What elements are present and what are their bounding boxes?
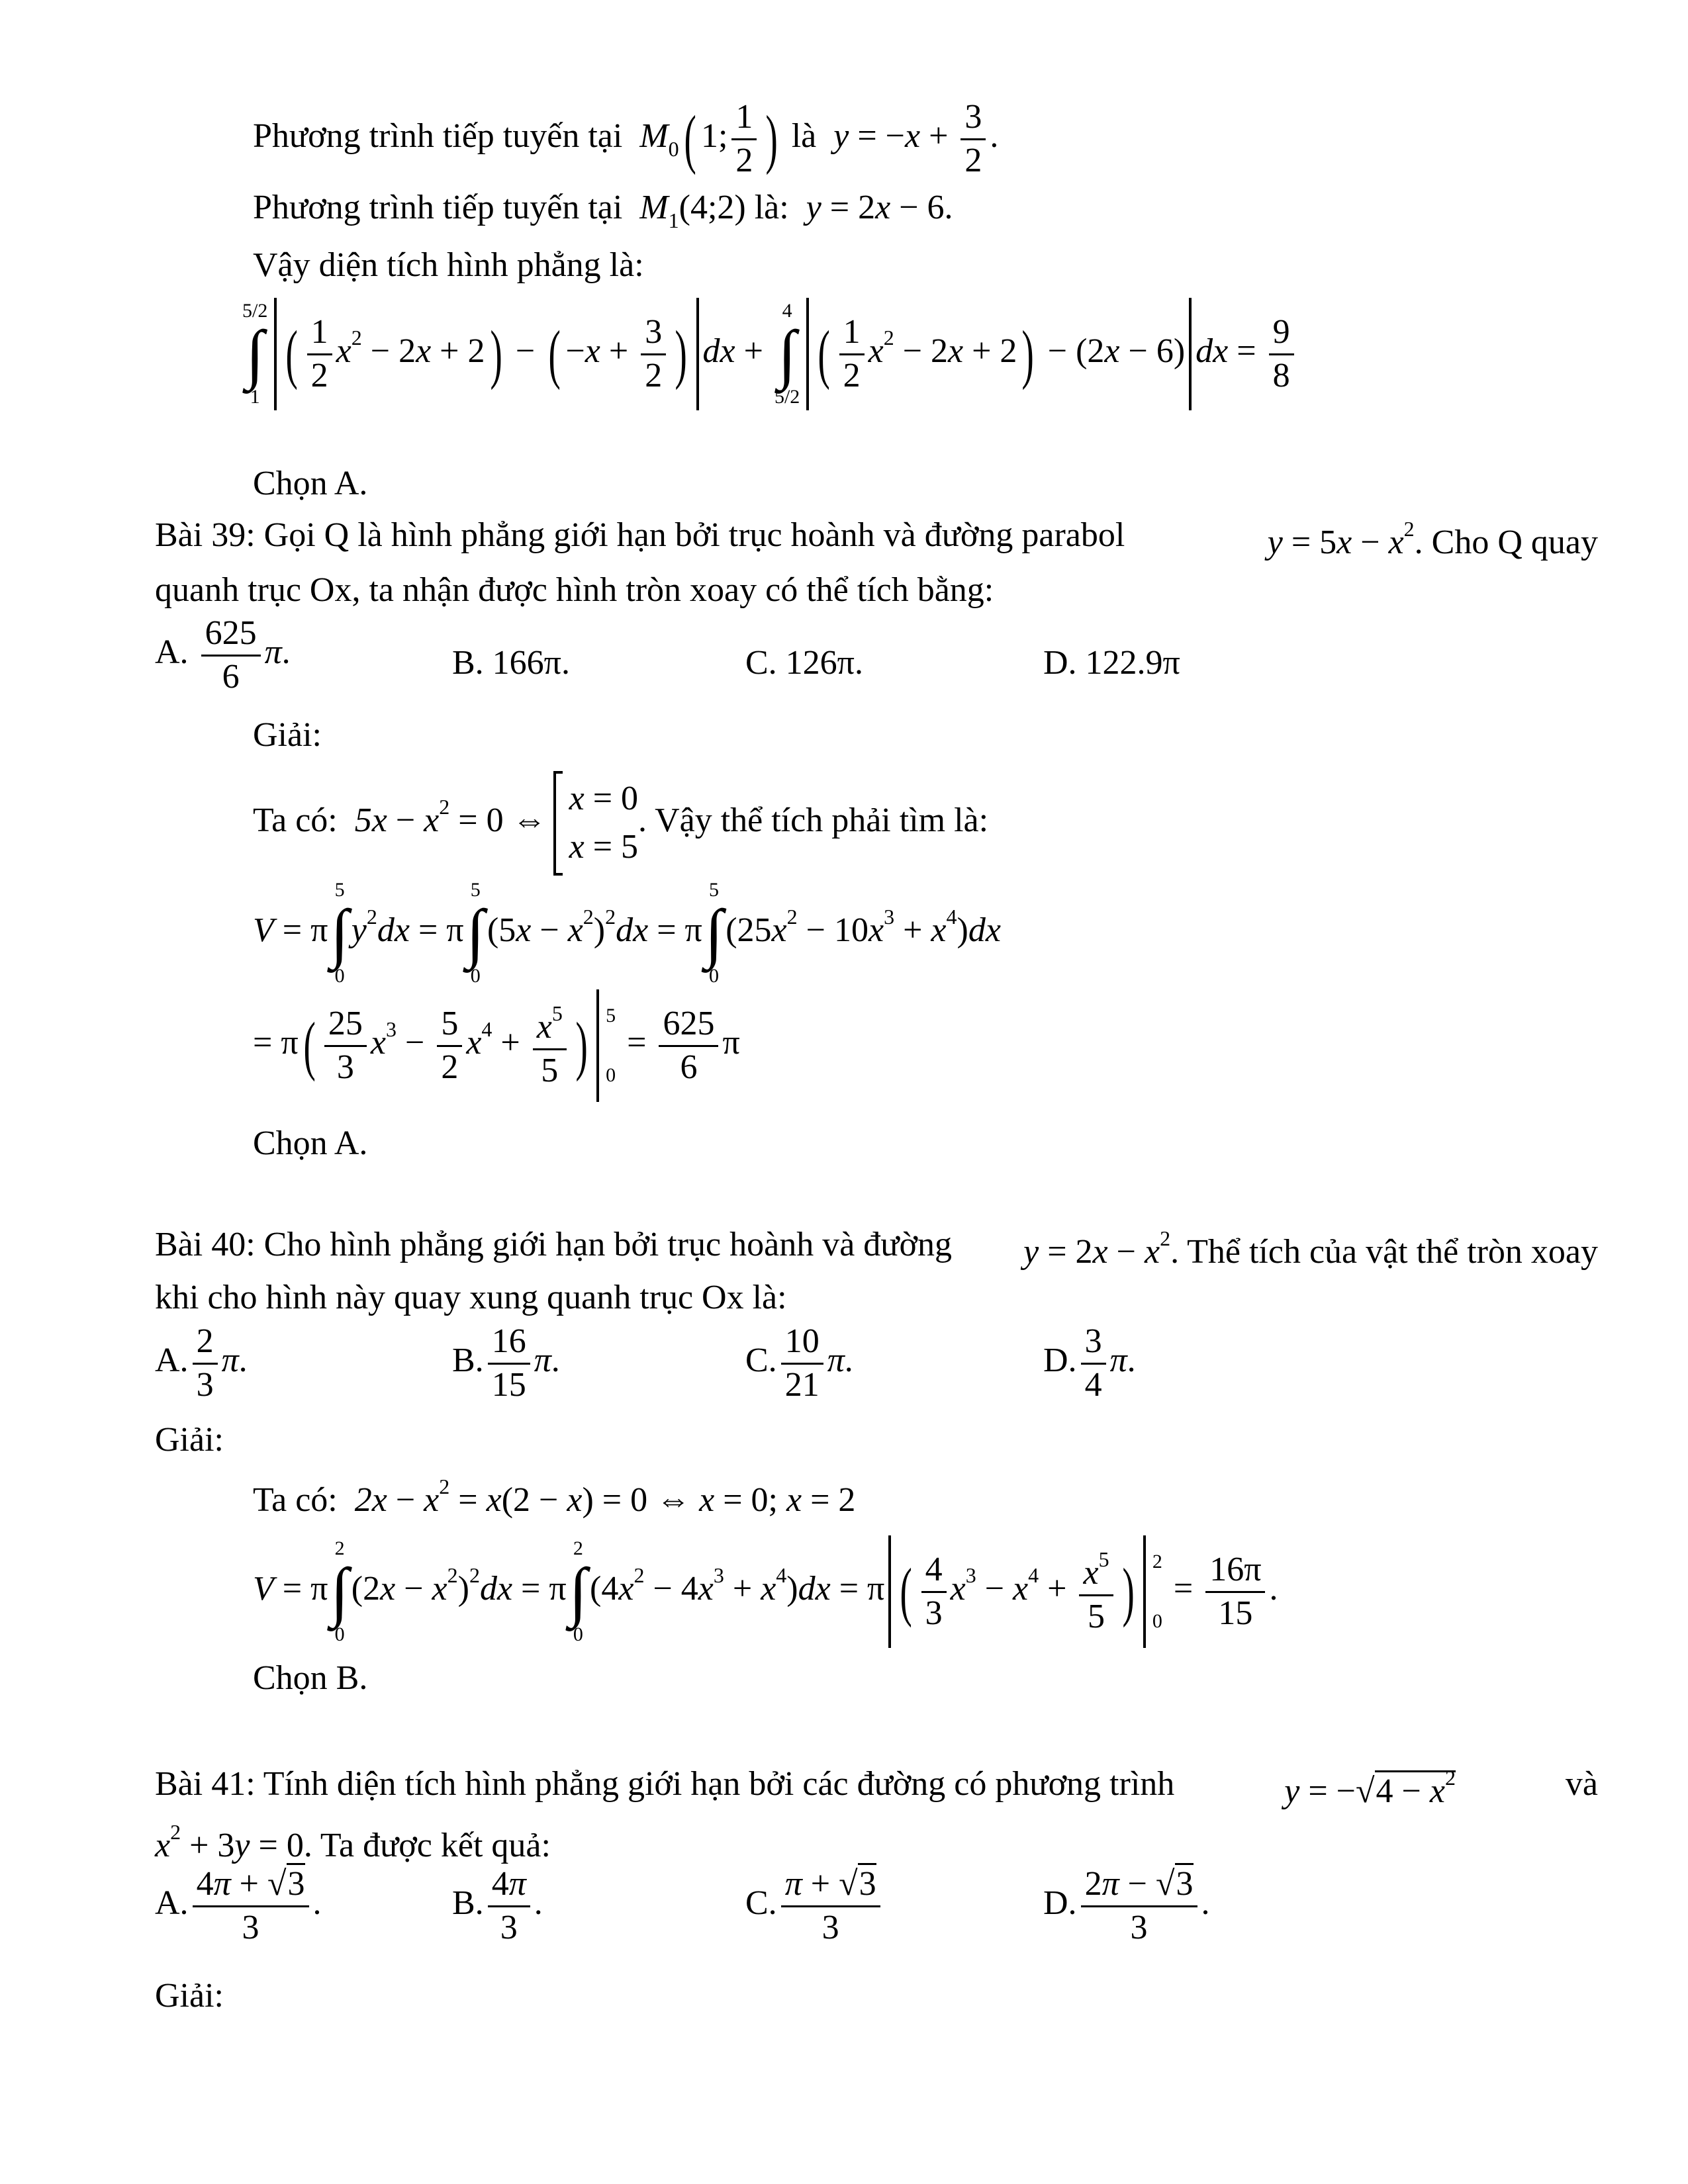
- bai40-curve: $y = 2x - x^2$: [1023, 1226, 1171, 1271]
- bai41-line1: [155, 1767, 1598, 1809]
- bai39-option-d: D. 122.9π: [1043, 644, 1180, 682]
- tangent-m1-equation: y = 2x − 6.: [797, 189, 953, 226]
- bai39-tail: . Cho Q quay: [1414, 523, 1598, 561]
- bai41-option-d: D. $\frac{2\pi - √3}{3}$ .: [1043, 1866, 1210, 1946]
- tangent-m0-equation: y = −x + $\frac{3}{2}$ .: [825, 98, 999, 179]
- chon-a-2: Chọn A.: [253, 1124, 368, 1162]
- bai41-statement: Bài 41: Tính diện tích hình phẳng giới hạn bởi các đường có phương trình: [155, 1765, 1175, 1803]
- m0-point: $M_0$( 1; $\frac{1}{2}$ ): [631, 98, 778, 179]
- bai40-statement: Bài 40: Cho hình phẳng giới hạn bởi trục hoành và đường: [155, 1226, 952, 1263]
- bai40-line2: khi cho hình này quay xung quanh trục Ox là:: [155, 1279, 787, 1316]
- bai41-option-a: A. $\frac{4\pi + √3}{3}$ .: [155, 1866, 322, 1946]
- bai39-statement: Bài 39: Gọi Q là hình phẳng giới hạn bởi trục hoành và đường parabol: [155, 516, 1125, 554]
- bai40-volume-integral: V = π 2 ∫ 0 $(2x - x^2)^2dx = \pi$ 2 ∫ 0 $(4x^2 - 4x^3 + x^4)dx = \pi$ ( $\frac{4}{3}$ $x^3 - x^4$ + $\frac{x^5}{5}$ ) 2 0 = $\frac{16\pi}{15}$ .: [253, 1535, 1278, 1648]
- bai39-roots-line: Ta có: $5x - x^2 = 0$ ⇔ x = 0 x = 5 . Vậy thể tích phải tìm là:: [253, 771, 988, 876]
- bai40-line1: [155, 1228, 1598, 1269]
- tangent-m0-line: [253, 99, 998, 179]
- giai-2: Giải:: [155, 1421, 224, 1459]
- tangent-m0-la: là: [791, 117, 817, 156]
- bai39-option-b: B. 166π.: [452, 644, 570, 682]
- tangent-m0-prefix: Phương trình tiếp tuyến tại: [253, 117, 623, 156]
- giai-1: Giải:: [253, 716, 322, 754]
- tangent-m1-line: [253, 191, 953, 231]
- chon-b: Chọn B.: [253, 1659, 368, 1697]
- bai41-va: và: [1565, 1765, 1598, 1803]
- m1-point: $M_1(4;2)$: [631, 189, 746, 232]
- bai40-option-b: B. $\frac{16}{15}$ π.: [452, 1322, 560, 1404]
- bai39-parabola: $y = 5x - x^2$: [1267, 517, 1415, 561]
- bai40-option-a: A. $\frac{2}{3}$ π.: [155, 1322, 248, 1404]
- giai-3: Giải:: [155, 1977, 224, 2015]
- bai40-option-d: D. $\frac{3}{4}$ π.: [1043, 1322, 1136, 1404]
- tangent-m1-prefix: Phương trình tiếp tuyến tại: [253, 189, 623, 226]
- bai39-line1: [155, 518, 1598, 560]
- bai39-volume-result: = π( $\frac{25}{3}$ $x^3$ − $\frac{5}{2}$ $x^4$ + $\frac{x^5}{5}$ ) 5 0 = $\frac{625}{6}$ π: [253, 989, 740, 1102]
- bai41-line2: $x^2 + 3y = 0$. Ta được kết quả:: [155, 1820, 551, 1864]
- bai39-volume-integral: V = π 5 ∫ 0 $y^2dx = \pi$ 5 ∫ 0 $(5x - x^2)^2dx = \pi$ 5 ∫ 0 $(25x^2 - 10x^3 + x^4)dx$: [253, 879, 1001, 987]
- tangent-m1-la: là:: [754, 189, 789, 226]
- area-integral-formula: 5/2 ∫ 1 ( $\frac{1}{2}$ $x^2 - 2x + 2$) − ( −x + $\frac{3}{2}$ ) dx + 4 ∫ 5/2 ( $\frac{1}{2}$ $x^2 - 2x + 2) - (2x - 6)$ dx = $\frac{9}{8}$: [240, 298, 1298, 410]
- bai41-option-b: B. $\frac{4\pi}{3}$ .: [452, 1865, 543, 1946]
- bai39-line2: quanh trục Ox, ta nhận được hình tròn xoay có thể tích bằng:: [155, 571, 994, 609]
- bai40-option-c: C. $\frac{10}{21}$ π.: [745, 1322, 853, 1404]
- bai41-curve1: $y = -√4 - x^2$: [1284, 1766, 1456, 1810]
- bai39-option-c: C. 126π.: [745, 644, 863, 682]
- bai39-option-a: A. $\frac{625}{6}$ π.: [155, 614, 291, 696]
- bai40-tail: . Thể tích của vật thể tròn xoay: [1170, 1233, 1598, 1271]
- bai40-roots-line: Ta có: $2x - x^2 = x(2 - x) = 0$ ⇔ x = 0; x = 2: [253, 1475, 856, 1519]
- area-intro: Vậy diện tích hình phẳng là:: [253, 246, 644, 284]
- bai41-option-c: C. $\frac{\pi + √3}{3}$: [745, 1866, 884, 1946]
- chon-a-1: Chọn A.: [253, 465, 368, 502]
- bai41-curve2: $x^2 + 3y = 0$: [155, 1820, 304, 1864]
